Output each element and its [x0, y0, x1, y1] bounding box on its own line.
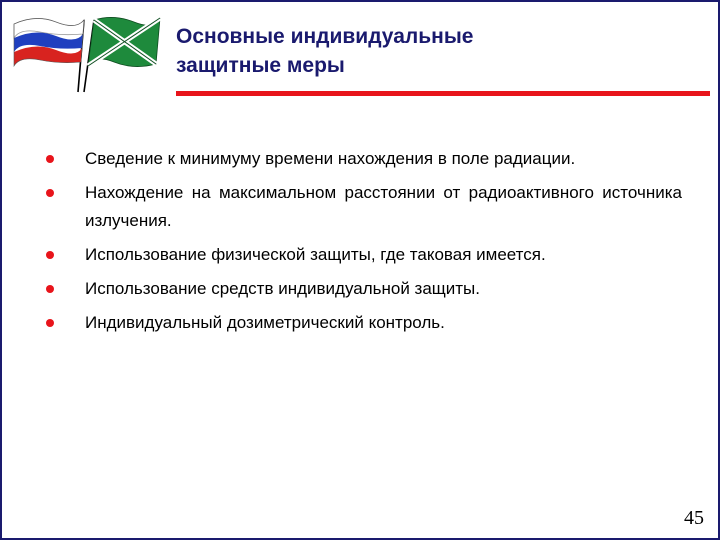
- bullet-text: Сведение к минимуму времени нахождения в поле радиации.: [85, 149, 576, 168]
- bullet-list: [42, 145, 682, 343]
- bullet-item: [42, 275, 682, 303]
- russian-flag-icon: [14, 18, 84, 92]
- page-number: 45: [684, 507, 704, 529]
- bullet-text: Индивидуальный дозиметрический контроль.: [85, 313, 445, 332]
- bullet-text: Использование физической защиты, где таковая имеется.: [85, 245, 546, 264]
- bullet-item: [42, 309, 682, 337]
- title-underline: [176, 91, 710, 96]
- bullet-text: Нахождение на максимальном расстоянии от радиоактивного источника излучения.: [85, 183, 682, 230]
- bullet-dot-icon: [46, 189, 54, 197]
- bullet-dot-icon: [46, 285, 54, 293]
- slide-title-line: Основные индивидуальные: [176, 25, 474, 48]
- bullet-item: [42, 179, 682, 235]
- bullet-text: Использование средств индивидуальной защиты.: [85, 279, 481, 298]
- bullet-dot-icon: [46, 319, 54, 327]
- bullet-dot-icon: [46, 251, 54, 259]
- bullet-dot-icon: [46, 155, 54, 163]
- slide-title-line: защитные меры: [176, 54, 345, 77]
- bullet-item: [42, 145, 682, 173]
- green-saltire-flag-icon: [84, 17, 160, 92]
- bullet-item: [42, 241, 682, 269]
- slide-title: [176, 22, 596, 80]
- flags-emblem: [10, 14, 170, 94]
